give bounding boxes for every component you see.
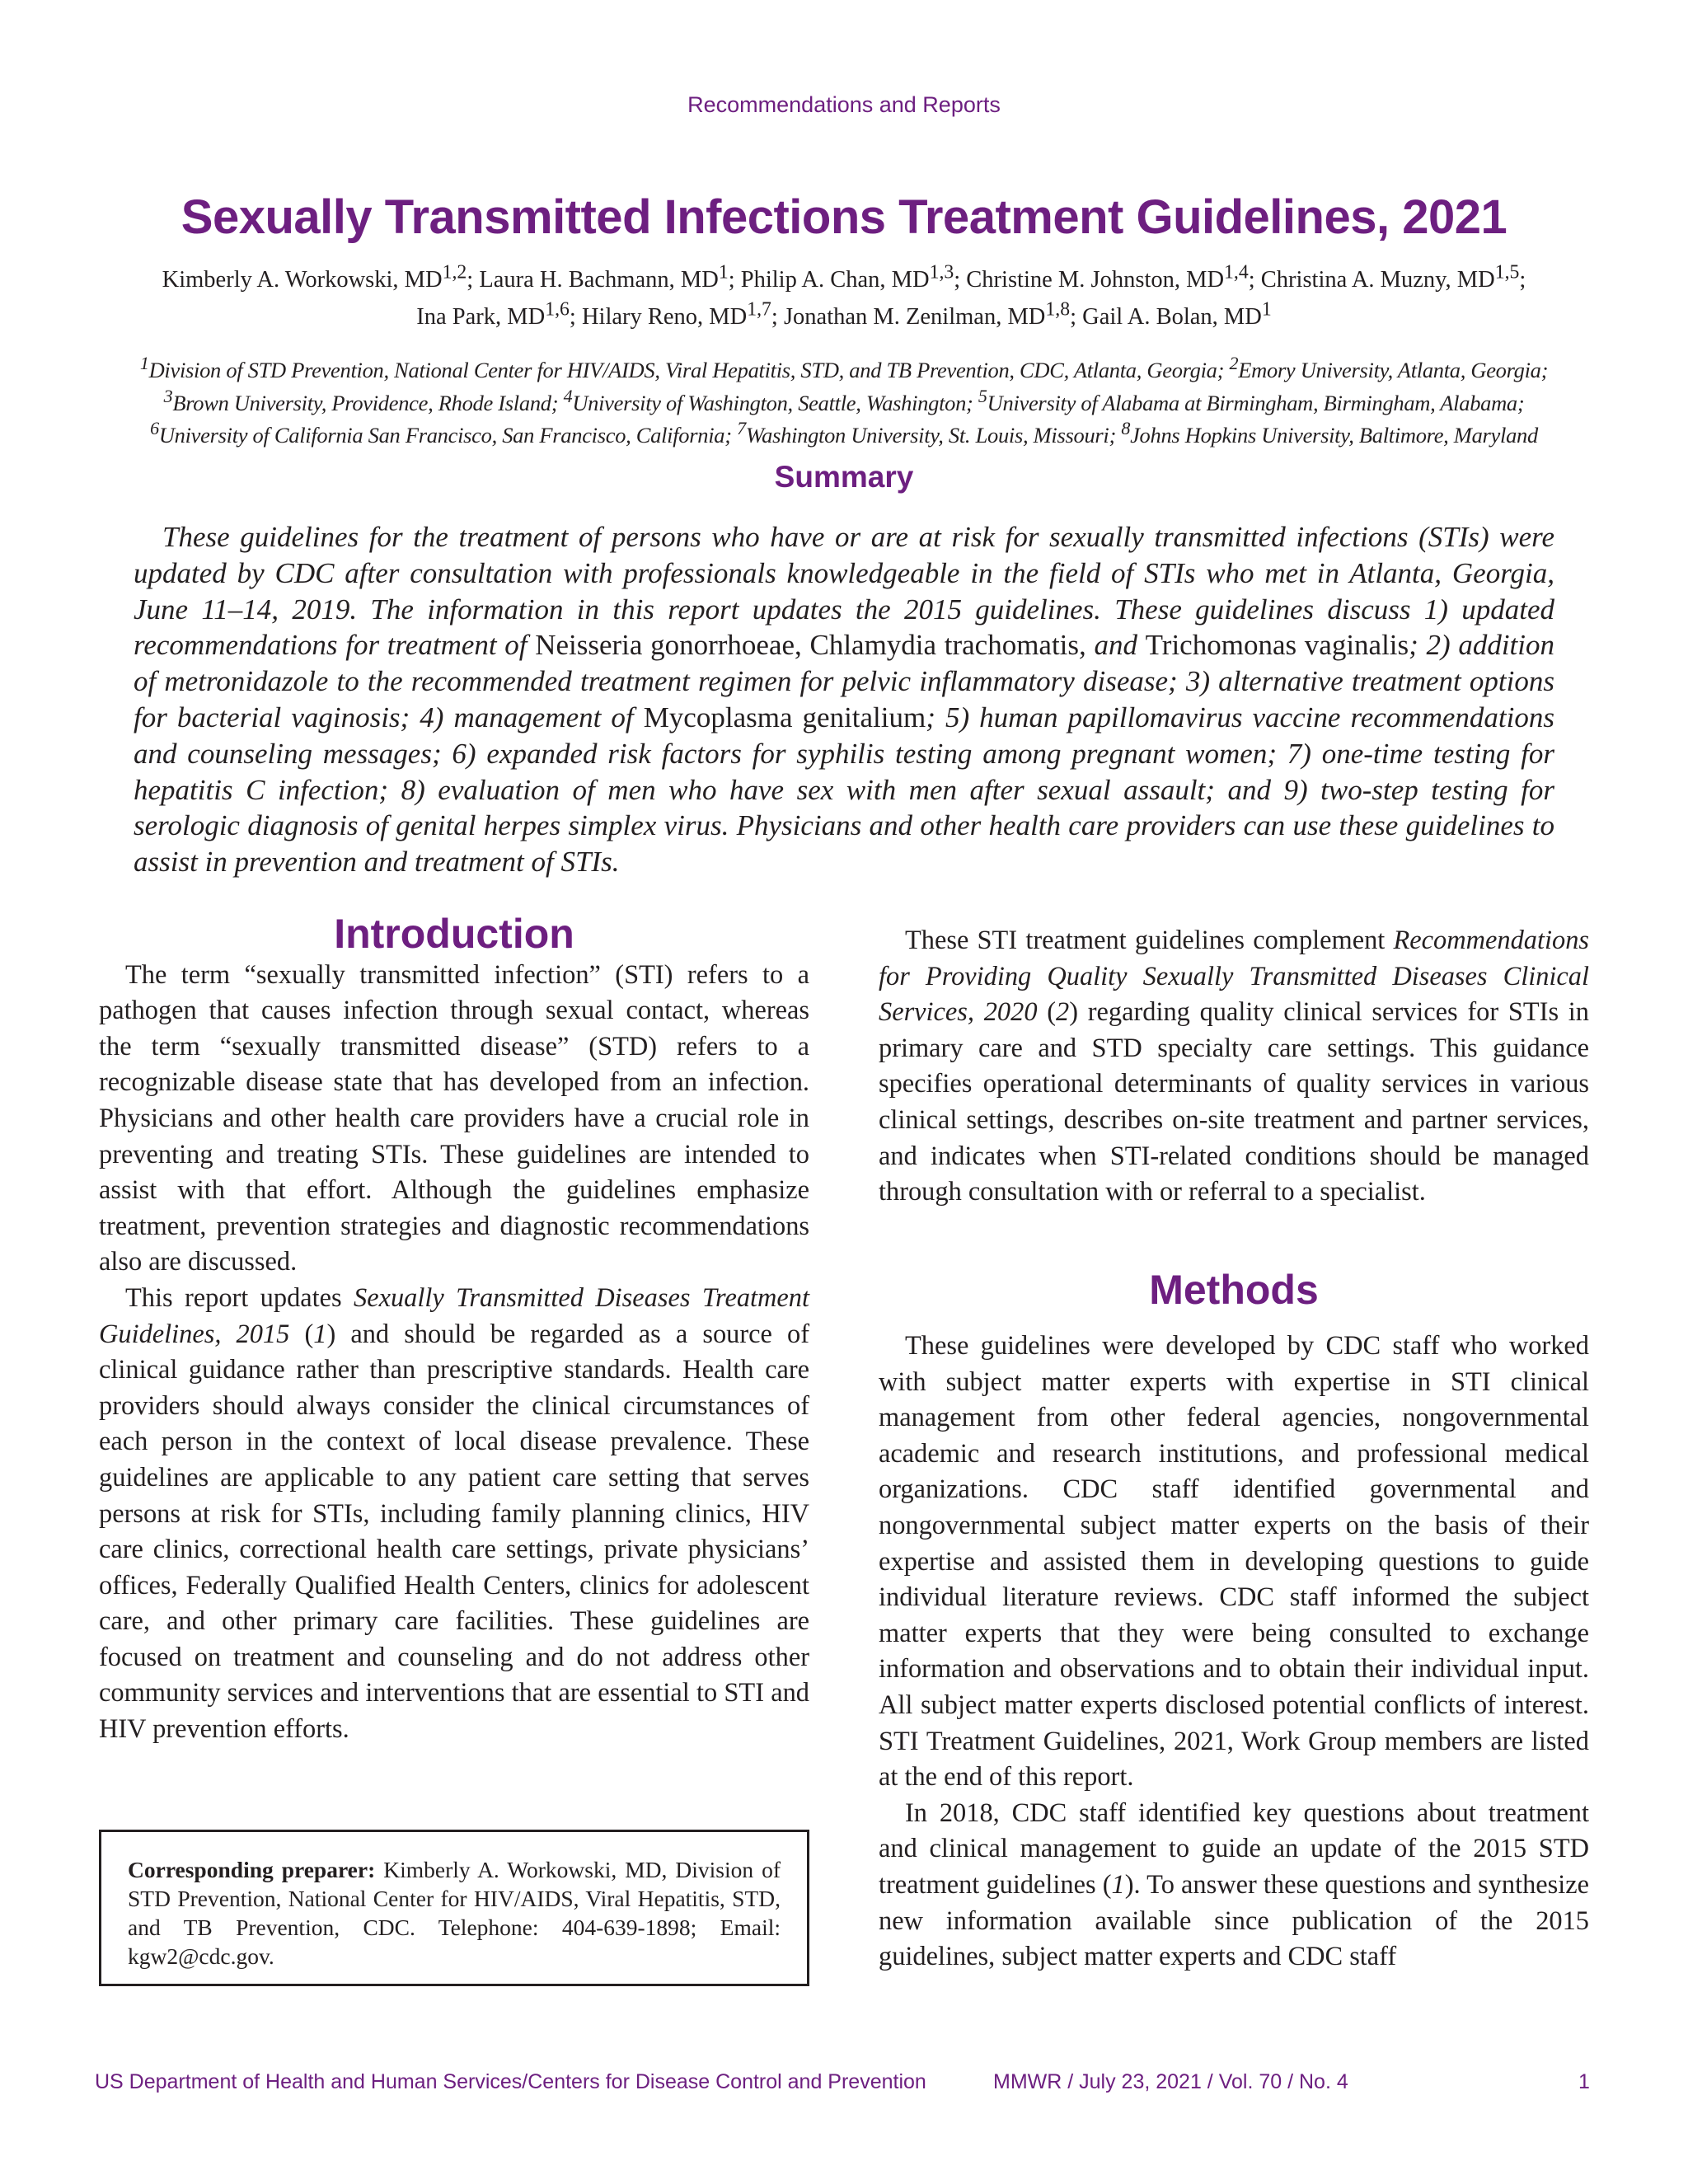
affiliation: $^8$Johns Hopkins University, Baltimore, Maryland [1121,418,1538,448]
intro-continued [879,923,1589,1211]
author: Ina Park, MD$^{1,6}$; [416,298,582,330]
author: Hilary Reno, MD$^{1,7}$; [581,298,784,330]
affiliation: $^3$Brown University, Providence, Rhode Island; [163,385,564,415]
footer-publisher: US Department of Health and Human Services/Centers for Disease Control and Prevention [95,2070,926,2093]
reference-link[interactable]: 2 [1056,997,1070,1028]
methods-paragraph-1: These guidelines were developed by CDC staff who worked with subject matter experts with expertise in STI clinical management from other federal agencies, nongovernmental academic and research institutions, and professional medical organizations. CDC staff identified governmental and nongovernmental subject matter experts on the basis of their expertise and assisted them in developing questions to guide individual literature reviews. CDC staff informed the subject matter experts that they were being consulted to exchange information and observations and to obtain their individual input. All subject matter experts disclosed potential conflicts of interest. STI Treatment Guidelines, 2021, Work Group members are listed at the end of this report. [879,1331,1589,1793]
author: Philip A. Chan, MD$^{1,3}$; [740,261,967,293]
author: Gail A. Bolan, $MD^1$ [1082,298,1272,330]
organism-name: Trichomonas vaginalis [1145,629,1409,662]
introduction-section [99,911,809,1748]
introduction-paragraph-1: The term “sexually transmitted infection” (STI) refers to a pathogen that causes infection through sexual contact, whereas the term “sexually transmitted disease” (STD) refers to a recognizable disease state that has developed from an infection. Physicians and other health care providers have a crucial role in preventing and treating STIs. These guidelines are intended to assist with that effort. Although the guidelines emphasize treatment, prevention strategies and diagnostic recommendations also are discussed. [99,959,809,1277]
methods-paragraph-2: In 2018, CDC staff identified key questions about treatment and clinical management to guide an update of the 2015 STD treatment guidelines (1). To answer these questions and synthesize new information available since publication of the 2015 guidelines, subject matter experts and CDC staff [879,1797,1589,1972]
corresponding-preparer-box [99,1830,809,1986]
organism-name: Mycoplasma genitalium [643,701,926,733]
affiliations [74,350,1614,448]
intro-continued-paragraph: These STI treatment guidelines complement Recommendations for Providing Quality Sexually Transmitted Diseases Clinical Services, 2020 (2) regarding quality clinical services for STIs in primary care and STD specialty care settings. This guidance specifies operational determinants of quality services in various clinical settings, describes on-site treatment and partner services, and indicates when STI-related conditions should be managed through consultation with or referral to a specialist. [879,926,1589,1207]
affiliation: $^1$Division of STD Prevention, National Center for HIV/AIDS, Viral Hepatitis, STD, and TB Prevention, CDC, Atlanta, Georgia; [139,353,1230,382]
author: Kimberly A. Workowski, MD$^{1,2}$; [162,261,480,293]
footer-citation: MMWR / July 23, 2021 / Vol. 70 / No. 4 [993,2070,1348,2093]
reference-link[interactable]: 1 [313,1319,327,1349]
introduction-heading: Introduction [334,911,574,957]
reference-link[interactable]: 1 [1111,1869,1125,1900]
methods-section [879,1329,1589,1975]
author: Laura H. Bachmann, $MD^1$; [479,261,741,293]
cited-title: Recommendations for Providing Quality Sexually Transmitted Diseases Clinical Services, 2020 [879,926,1589,1028]
affiliation: $^4$University of Washington, Seattle, Washington; [563,385,978,415]
author: Christina A. Muzny, MD$^{1,5}$; [1260,261,1526,293]
organism-name: Neisseria gonorrhoeae [535,629,795,662]
page-number: 1 [1578,2070,1590,2093]
affiliation: $^6$University of California San Francisco, San Francisco, California; [150,418,738,448]
running-head: Recommendations and Reports [687,92,1001,117]
author-list [74,257,1614,332]
summary-heading: Summary [774,460,914,494]
author: Christine M. Johnston, MD$^{1,4}$; [966,261,1261,293]
organism-name: Chlamydia trachomatis [809,629,1080,662]
affiliation: $^5$University of Alabama at Birmingham, Birmingham, Alabama; [978,385,1525,415]
corresponding-label: Corresponding preparer: [128,1857,376,1882]
summary-text: These guidelines for the treatment of persons who have or are at risk for sexually transmitted infections (STIs) were updated by CDC after consultation with professionals knowledgeable in the field of STIs who met in Atlanta, Georgia, June 11–14, 2019. The information in this report updates the 2015 guidelines. These guidelines discuss 1) updated recommendations for treatment of Neisseria gonorrhoeae, Chlamydia trachomatis, and Trichomonas vaginalis; 2) addition of metronidazole to the recommended treatment regimen for pelvic inflammatory disease; 3) alternative treatment options for bacterial vaginosis; 4) management of Mycoplasma genitalium; 5) human papillomavirus vaccine recommendations and counseling messages; 6) expanded risk factors for syphilis testing among pregnant women; 7) one-time testing for hepatitis C infection; 8) evaluation of men who have sex with men after sexual assault; and 9) two-step testing for serologic diagnosis of genital herpes simplex virus. Physicians and other health care providers can use these guidelines to assist in prevention and treatment of STIs. [134,521,1555,879]
corresponding-details: Kimberly A. Workowski, MD, Division of STD Prevention, National Center for HIV/AIDS, Viral Hepatitis, STD, and TB Prevention, CDC. Telephone: 404-639-1898; Email: kgw2@cdc.gov. [128,1857,781,1969]
author: Jonathan M. Zenilman, MD$^{1,8}$; [783,298,1083,330]
affiliation: $^7$Washington University, St. Louis, Missouri; [737,418,1122,448]
methods-heading: Methods [1149,1267,1319,1313]
cited-title: Sexually Transmitted Diseases Treatment Guidelines, 2015 [99,1282,809,1349]
article-title: Sexually Transmitted Infections Treatment Guidelines, 2021 [181,190,1507,244]
introduction-paragraph-2: This report updates Sexually Transmitted Diseases Treatment Guidelines, 2015 (1) and should be regarded as a source of clinical guidance rather than prescriptive standards. Health care providers should always consider the clinical circumstances of each person in the context of local disease prevalence. These guidelines are applicable to any patient care setting that serves persons at risk for STIs, including family planning clinics, HIV care clinics, correctional health care settings, private physicians’ offices, Federally Qualified Health Centers, clinics for adolescent care, and other primary care facilities. These guidelines are focused on treatment and counseling and do not address other community services and interventions that are essential to STI and HIV prevention efforts. [99,1282,809,1745]
affiliation: $^2$Emory University, Atlanta, Georgia; [1229,353,1549,382]
